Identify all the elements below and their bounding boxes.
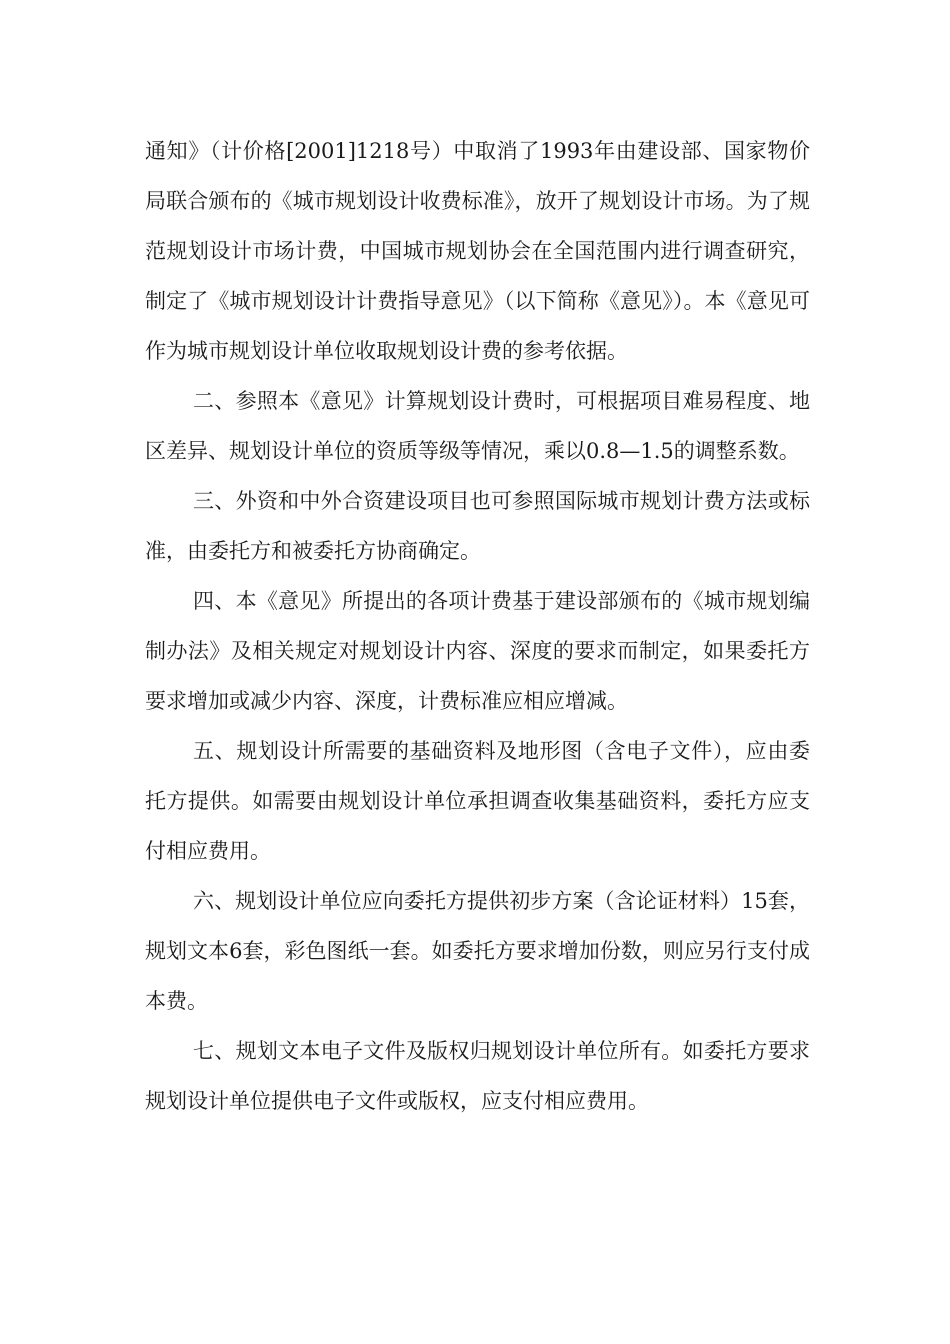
paragraph-item-3: 三、外资和中外合资建设项目也可参照国际城市规划计费方法或标准，由委托方和被委托方协商确定。 bbox=[145, 489, 810, 563]
paragraph-item-7: 七、规划文本电子文件及版权归规划设计单位所有。如委托方要求规划设计单位提供电子文件或版权，应支付相应费用。 bbox=[145, 1039, 810, 1113]
paragraph-item-5: 五、规划设计所需要的基础资料及地形图（含电子文件），应由委托方提供。如需要由规划设计单位承担调查收集基础资料，委托方应支付相应费用。 bbox=[145, 739, 810, 863]
paragraph-item-2: 二、参照本《意见》计算规划设计费时，可根据项目难易程度、地区差异、规划设计单位的资质等级等情况，乘以0.8—1.5的调整系数。 bbox=[145, 389, 810, 463]
paragraph-item-4: 四、本《意见》所提出的各项计费基于建设部颁布的《城市规划编制办法》及相关规定对规划设计内容、深度的要求而制定，如果委托方要求增加或减少内容、深度，计费标准应相应增减。 bbox=[145, 589, 810, 713]
document-body bbox=[145, 126, 810, 1126]
paragraph-item-6: 六、规划设计单位应向委托方提供初步方案（含论证材料）15套，规划文本6套，彩色图纸一套。如委托方要求增加份数，则应另行支付成本费。 bbox=[145, 889, 810, 1013]
paragraph-intro: 通知》（计价格[2001]1218号）中取消了1993年由建设部、国家物价局联合颁布的《城市规划设计收费标准》，放开了规划设计市场。为了规范规划设计市场计费，中国城市规划协会在全国范围内进行调查研究，制定了《城市规划设计计费指导意见》（以下简称《意见》）。本《意见可作为城市规划设计单位收取规划设计费的参考依据。 bbox=[145, 139, 810, 363]
